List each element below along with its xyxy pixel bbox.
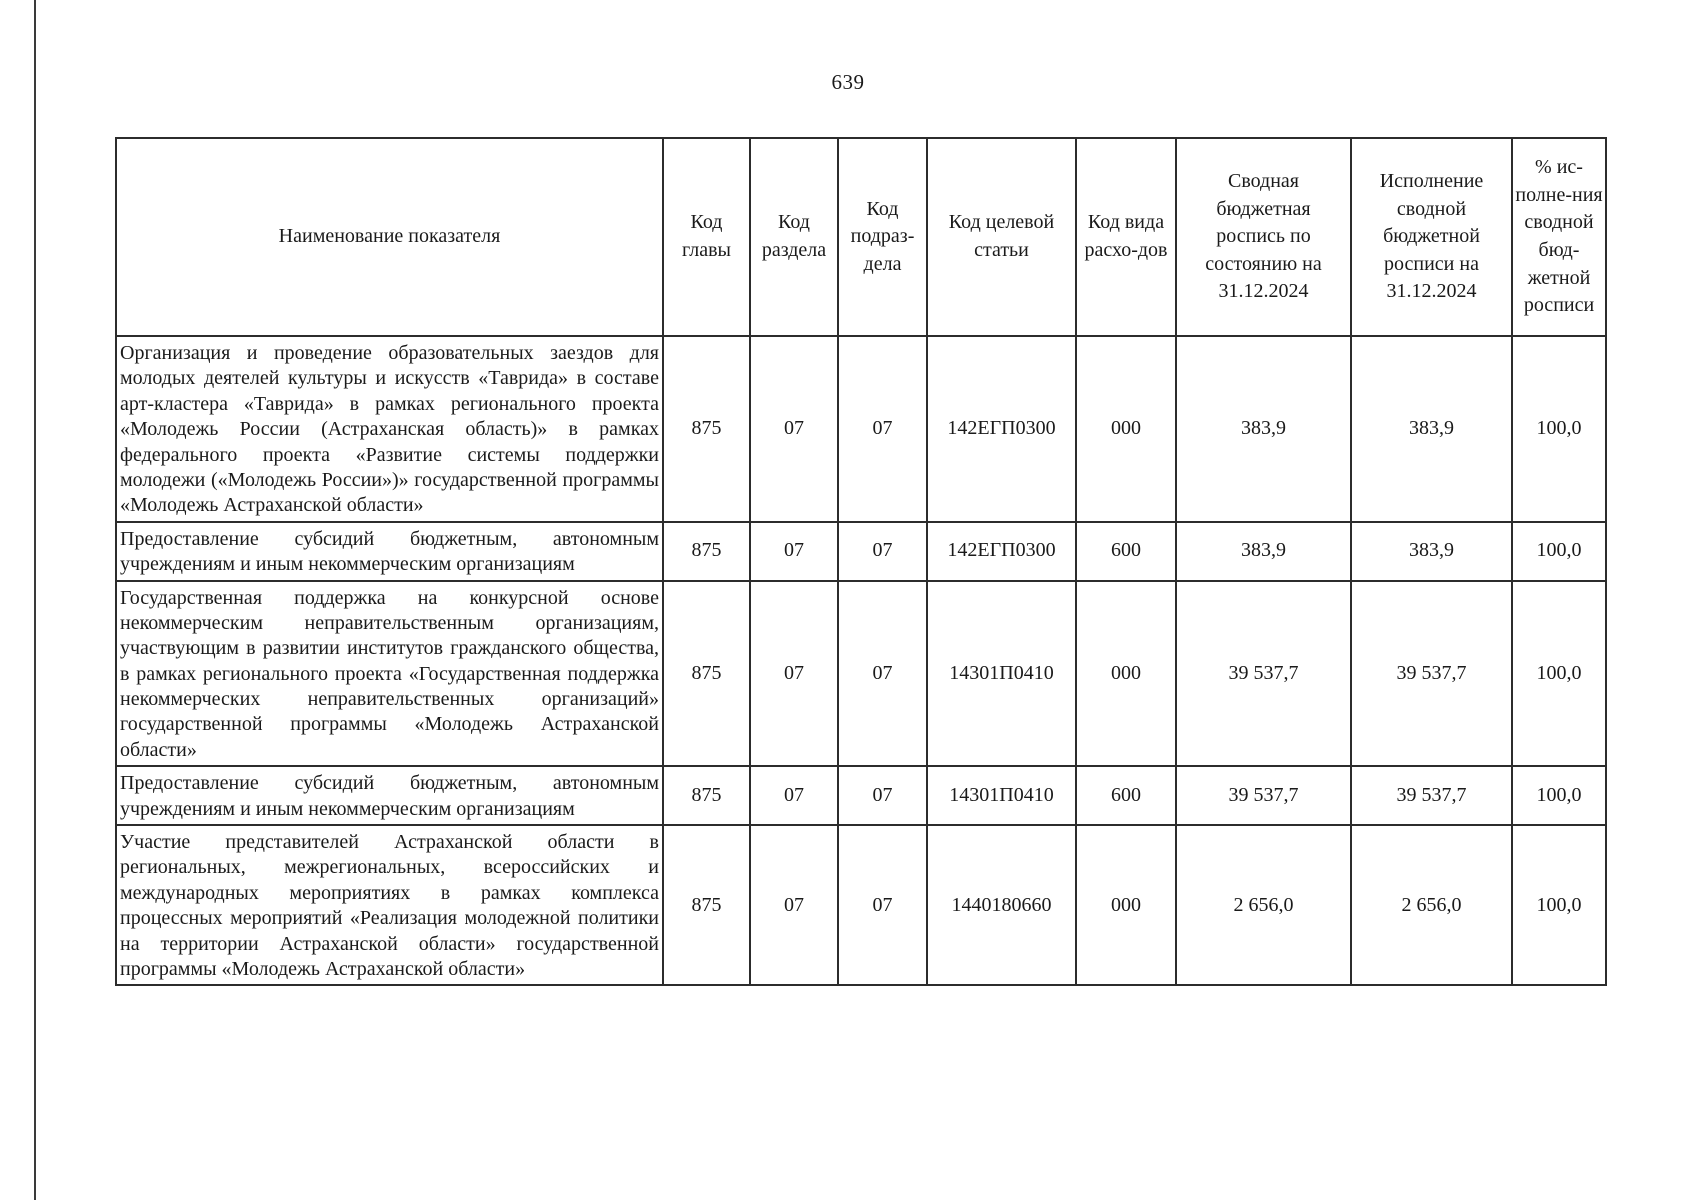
row-execution: 383,9: [1351, 336, 1512, 522]
row-expense-type: 000: [1076, 336, 1176, 522]
header-percent: % ис-полне-ния сводной бюд-жетной росписи: [1512, 138, 1606, 336]
row-chapter: 875: [663, 522, 750, 581]
table-row: [116, 522, 1606, 581]
row-percent: 100,0: [1512, 522, 1606, 581]
row-percent: 100,0: [1512, 825, 1606, 985]
row-chapter: 875: [663, 766, 750, 825]
table-row: [116, 336, 1606, 522]
row-section: 07: [750, 522, 838, 581]
row-chapter: 875: [663, 336, 750, 522]
table-row: [116, 581, 1606, 767]
header-name: Наименование показателя: [116, 138, 663, 336]
header-expense-type: Код вида расхо-дов: [1076, 138, 1176, 336]
row-execution: 39 537,7: [1351, 581, 1512, 767]
row-expense-type: 000: [1076, 581, 1176, 767]
table-body: [116, 336, 1606, 985]
row-expense-type: 600: [1076, 522, 1176, 581]
scan-edge-line: [34, 0, 36, 1200]
row-target: 14301П0410: [927, 766, 1076, 825]
budget-table: [115, 137, 1607, 986]
header-plan: Сводная бюджетная роспись по состоянию на 31.12.2024: [1176, 138, 1351, 336]
row-execution: 39 537,7: [1351, 766, 1512, 825]
header-row: [116, 138, 1606, 336]
row-target: 142ЕГП0300: [927, 336, 1076, 522]
header-subsection: Код подраз-дела: [838, 138, 927, 336]
row-plan: 39 537,7: [1176, 581, 1351, 767]
row-execution: 383,9: [1351, 522, 1512, 581]
page-number: 639: [831, 70, 865, 94]
row-name: Организация и проведение образовательных заездов для молодых деятелей культуры и искусств «Таврида» в составе арт-кластера «Таврида» в рамках регионального проекта «Молодежь России (Астраханская область)» в рамках федерального проекта «Развитие системы поддержки молодежи («Молодежь России»)» государственной программы «Молодежь Астраханской области»: [116, 336, 663, 522]
row-target: 142ЕГП0300: [927, 522, 1076, 581]
row-name: Предоставление субсидий бюджетным, автономным учреждениям и иным некоммерческим организациям: [116, 522, 663, 581]
header-execution: Исполнение сводной бюджетной росписи на 31.12.2024: [1351, 138, 1512, 336]
row-target: 1440180660: [927, 825, 1076, 985]
header-target: Код целевой статьи: [927, 138, 1076, 336]
row-subsection: 07: [838, 336, 927, 522]
row-expense-type: 600: [1076, 766, 1176, 825]
row-execution: 2 656,0: [1351, 825, 1512, 985]
row-plan: 39 537,7: [1176, 766, 1351, 825]
row-subsection: 07: [838, 522, 927, 581]
row-section: 07: [750, 581, 838, 767]
row-percent: 100,0: [1512, 766, 1606, 825]
header-chapter: Код главы: [663, 138, 750, 336]
row-plan: 383,9: [1176, 522, 1351, 581]
row-target: 14301П0410: [927, 581, 1076, 767]
header-section: Код раздела: [750, 138, 838, 336]
row-section: 07: [750, 825, 838, 985]
row-subsection: 07: [838, 581, 927, 767]
row-subsection: 07: [838, 766, 927, 825]
table-row: [116, 766, 1606, 825]
row-name: Предоставление субсидий бюджетным, автономным учреждениям и иным некоммерческим организациям: [116, 766, 663, 825]
row-section: 07: [750, 336, 838, 522]
table-row: [116, 825, 1606, 985]
row-plan: 2 656,0: [1176, 825, 1351, 985]
row-percent: 100,0: [1512, 336, 1606, 522]
row-plan: 383,9: [1176, 336, 1351, 522]
row-expense-type: 000: [1076, 825, 1176, 985]
row-name: Участие представителей Астраханской области в региональных, межрегиональных, всероссийских и международных мероприятиях в рамках комплекса процессных мероприятий «Реализация молодежной политики на территории Астраханской области» государственной программы «Молодежь Астраханской области»: [116, 825, 663, 985]
table-header: [116, 138, 1606, 336]
row-section: 07: [750, 766, 838, 825]
row-chapter: 875: [663, 825, 750, 985]
row-name: Государственная поддержка на конкурсной основе некоммерческим неправительственным организациям, участвующим в развитии институтов гражданского общества, в рамках регионального проекта «Государственная поддержка некоммерческих неправительственных организаций» государственной программы «Молодежь Астраханской области»: [116, 581, 663, 767]
row-percent: 100,0: [1512, 581, 1606, 767]
row-subsection: 07: [838, 825, 927, 985]
row-chapter: 875: [663, 581, 750, 767]
